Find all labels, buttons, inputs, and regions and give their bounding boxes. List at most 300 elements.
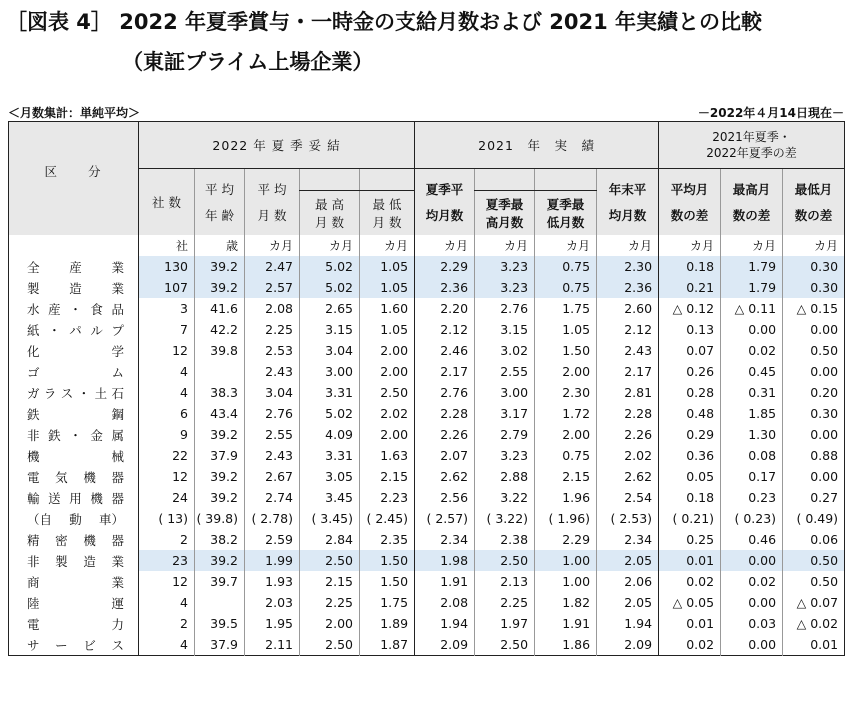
table-cell: 107 xyxy=(139,277,195,298)
table-cell: 0.36 xyxy=(659,445,721,466)
table-row xyxy=(9,403,845,424)
table-cell: 1.98 xyxy=(415,550,475,571)
table-cell: ( 3.22) xyxy=(475,508,535,529)
table-cell: 2.00 xyxy=(360,424,415,445)
table-cell: 37.9 xyxy=(195,445,245,466)
table-cell: 0.00 xyxy=(721,319,783,340)
table-cell: 2.29 xyxy=(415,256,475,277)
unit-cell: カ月 xyxy=(475,235,535,256)
row-label-char: 業 xyxy=(111,280,124,296)
header-text-bottom: 数の差 xyxy=(732,208,771,223)
row-label-char: 業 xyxy=(111,574,124,590)
table-cell: 2.15 xyxy=(535,466,597,487)
row-label xyxy=(9,298,139,319)
unit-cell: カ月 xyxy=(597,235,659,256)
row-label-char: 気 xyxy=(55,469,68,485)
row-label-char: 機 xyxy=(27,448,40,464)
header-group-diff xyxy=(659,122,845,169)
table-cell: 0.18 xyxy=(659,487,721,508)
table-cell: 1.93 xyxy=(245,571,300,592)
table-cell: 1.86 xyxy=(535,634,597,656)
table-cell: 0.27 xyxy=(783,487,845,508)
table-cell: 0.75 xyxy=(535,256,597,277)
table-cell: 0.08 xyxy=(721,445,783,466)
table-cell: 2.02 xyxy=(360,403,415,424)
table-cell: 2.23 xyxy=(360,487,415,508)
table-cell: 0.00 xyxy=(783,361,845,382)
table-cell: 39.2 xyxy=(195,466,245,487)
table-cell: 4 xyxy=(139,634,195,656)
table-cell: 2.59 xyxy=(245,529,300,550)
table-cell: 0.00 xyxy=(721,592,783,613)
table-cell: 2.00 xyxy=(535,424,597,445)
table-cell: ( 0.21) xyxy=(659,508,721,529)
row-label-char: サ xyxy=(27,637,40,653)
table-cell: 2.76 xyxy=(475,298,535,319)
table-cell: 0.31 xyxy=(721,382,783,403)
table-cell: 1.05 xyxy=(360,256,415,277)
row-label-char: 機 xyxy=(90,490,103,506)
table-cell: ( 13) xyxy=(139,508,195,529)
table-cell: 2.02 xyxy=(597,445,659,466)
unit-row-label xyxy=(9,235,139,256)
table-cell: 1.50 xyxy=(360,550,415,571)
table-cell xyxy=(195,361,245,382)
unit-cell: カ月 xyxy=(659,235,721,256)
table-cell: 0.00 xyxy=(783,466,845,487)
row-label xyxy=(9,319,139,340)
row-label xyxy=(9,613,139,634)
table-cell: 0.21 xyxy=(659,277,721,298)
table-cell: 0.00 xyxy=(783,319,845,340)
table-cell: 2.55 xyxy=(245,424,300,445)
table-cell: 2.50 xyxy=(475,634,535,656)
table-cell: 1.91 xyxy=(415,571,475,592)
row-label-char: 学 xyxy=(111,343,124,359)
row-label-char: 運 xyxy=(111,595,124,611)
table-cell: 5.02 xyxy=(300,256,360,277)
table-cell: 0.75 xyxy=(535,445,597,466)
table-cell: 2.25 xyxy=(475,592,535,613)
table-cell: 3.23 xyxy=(475,445,535,466)
table-cell: 2.09 xyxy=(597,634,659,656)
table-cell: 2.38 xyxy=(475,529,535,550)
row-label-char: ス xyxy=(60,385,74,401)
header-text-bottom: 均月数 xyxy=(425,208,464,223)
table-cell: 2 xyxy=(139,529,195,550)
table-cell: 0.48 xyxy=(659,403,721,424)
table-cell: 2.56 xyxy=(415,487,475,508)
header-text-top: 最 低 xyxy=(372,197,402,212)
header-group-2021: 2021 年 実 績 xyxy=(415,122,659,169)
row-label-char: ー xyxy=(55,637,68,653)
table-cell: 7 xyxy=(139,319,195,340)
row-label xyxy=(9,487,139,508)
table-cell: 3.31 xyxy=(300,382,360,403)
header-companies: 社 数 xyxy=(139,169,195,236)
header-text-bottom: 月 数 xyxy=(372,215,402,230)
row-label-char: ・ xyxy=(69,301,82,317)
table-row xyxy=(9,277,845,298)
table-cell: 0.06 xyxy=(783,529,845,550)
table-cell: 2.57 xyxy=(245,277,300,298)
row-label-char: 造 xyxy=(69,280,82,296)
header-diff-max xyxy=(721,169,783,236)
table-cell: 0.02 xyxy=(659,634,721,656)
header-diff-min xyxy=(783,169,845,236)
table-cell: 2.50 xyxy=(300,634,360,656)
table-cell: 2.00 xyxy=(360,361,415,382)
table-cell: 1.97 xyxy=(475,613,535,634)
header-s21-min-top xyxy=(535,169,597,191)
row-label-char: 金 xyxy=(90,427,103,443)
table-cell: 1.75 xyxy=(360,592,415,613)
header-text-top: 夏季平 xyxy=(425,182,464,197)
table-cell: ( 2.45) xyxy=(360,508,415,529)
table-cell: 0.02 xyxy=(721,340,783,361)
row-label-char: 商 xyxy=(27,574,40,590)
row-label-char: ム xyxy=(111,364,124,380)
header-text-bottom: 月 数 xyxy=(315,215,344,230)
header-diff-avg xyxy=(659,169,721,236)
table-row xyxy=(9,634,845,656)
row-label xyxy=(9,277,139,298)
row-label-char: 非 xyxy=(27,553,40,569)
table-cell: 3.04 xyxy=(245,382,300,403)
table-cell: ( 2.78) xyxy=(245,508,300,529)
table-row xyxy=(9,613,845,634)
row-label-char: ・ xyxy=(69,427,82,443)
table-cell: 2.62 xyxy=(415,466,475,487)
table-cell: 39.8 xyxy=(195,340,245,361)
unit-row xyxy=(9,235,845,256)
table-cell: 2.55 xyxy=(475,361,535,382)
table-cell: 24 xyxy=(139,487,195,508)
table-cell: 2.62 xyxy=(597,466,659,487)
unit-cell: カ月 xyxy=(783,235,845,256)
header-text-bottom: 年 齢 xyxy=(205,208,234,223)
table-cell: 2.79 xyxy=(475,424,535,445)
table-cell: △ 0.02 xyxy=(783,613,845,634)
table-cell: 2.53 xyxy=(245,340,300,361)
as-of-date-note: －2022年４月14日現在－ xyxy=(697,106,844,120)
table-cell: 1.82 xyxy=(535,592,597,613)
table-cell: 2.20 xyxy=(415,298,475,319)
row-label-char: 鉄 xyxy=(27,406,40,422)
header-s21-max-top xyxy=(475,169,535,191)
table-cell: 2.76 xyxy=(415,382,475,403)
table-cell: 0.20 xyxy=(783,382,845,403)
table-cell: 1.89 xyxy=(360,613,415,634)
table-cell: ( 0.23) xyxy=(721,508,783,529)
table-cell: 2.35 xyxy=(360,529,415,550)
table-cell: 3.00 xyxy=(300,361,360,382)
table-cell: 0.45 xyxy=(721,361,783,382)
table-cell: 2.36 xyxy=(415,277,475,298)
table-cell: 2.30 xyxy=(535,382,597,403)
table-cell: ( 3.45) xyxy=(300,508,360,529)
table-cell: 0.00 xyxy=(721,550,783,571)
table-cell: 1.63 xyxy=(360,445,415,466)
header-text-bottom: 均月数 xyxy=(608,208,647,223)
row-label xyxy=(9,361,139,382)
table-cell: 22 xyxy=(139,445,195,466)
header-min-months-top xyxy=(360,169,415,191)
table-cell: ( 39.8) xyxy=(195,508,245,529)
table-cell: 2.25 xyxy=(300,592,360,613)
table-cell: 1.50 xyxy=(535,340,597,361)
row-label-char: ガ xyxy=(27,385,40,401)
table-cell: ( 0.49) xyxy=(783,508,845,529)
table-cell: 2.26 xyxy=(597,424,659,445)
table-cell: 0.07 xyxy=(659,340,721,361)
row-label xyxy=(9,634,139,656)
unit-cell: 歳 xyxy=(195,235,245,256)
table-cell: 2.43 xyxy=(245,361,300,382)
table-cell: 0.02 xyxy=(659,571,721,592)
row-label-char: 化 xyxy=(27,343,40,359)
table-cell: 1.79 xyxy=(721,277,783,298)
row-label-char: 器 xyxy=(111,490,124,506)
table-row xyxy=(9,445,845,466)
table-cell: △ 0.12 xyxy=(659,298,721,319)
table-cell: 5.02 xyxy=(300,403,360,424)
row-label xyxy=(9,382,139,403)
table-cell: 2.43 xyxy=(597,340,659,361)
table-cell: 0.50 xyxy=(783,550,845,571)
table-cell: △ 0.15 xyxy=(783,298,845,319)
table-cell: 0.75 xyxy=(535,277,597,298)
header-text-top: 最 高 xyxy=(315,197,344,212)
row-label-char: 土 xyxy=(94,385,108,401)
table-cell: 2.25 xyxy=(245,319,300,340)
table-row xyxy=(9,550,845,571)
header-text-bottom: 数の差 xyxy=(670,208,709,223)
header-text-top: 平均月 xyxy=(670,182,709,197)
table-cell: 0.46 xyxy=(721,529,783,550)
row-label xyxy=(9,550,139,571)
row-label xyxy=(9,529,139,550)
row-label-char: 紙 xyxy=(27,322,40,338)
table-cell: 3 xyxy=(139,298,195,319)
table-cell: 12 xyxy=(139,340,195,361)
table-row xyxy=(9,298,845,319)
table-row xyxy=(9,592,845,613)
header-text-top: 年末平 xyxy=(608,182,647,197)
table-cell: 0.01 xyxy=(659,613,721,634)
unit-cell: 社 xyxy=(139,235,195,256)
row-label-char: 機 xyxy=(83,532,96,548)
table-cell: 2.46 xyxy=(415,340,475,361)
row-label-char: 石 xyxy=(111,385,124,401)
table-cell: 2.11 xyxy=(245,634,300,656)
header-s21-avg xyxy=(415,169,475,236)
table-cell: 39.2 xyxy=(195,487,245,508)
table-cell: 38.2 xyxy=(195,529,245,550)
table-cell: 2.00 xyxy=(300,613,360,634)
bonus-comparison-table xyxy=(8,121,845,656)
table-cell: 5.02 xyxy=(300,277,360,298)
unit-cell: カ月 xyxy=(721,235,783,256)
table-cell: 2.07 xyxy=(415,445,475,466)
table-cell: 2.60 xyxy=(597,298,659,319)
row-label-char: 品 xyxy=(111,301,124,317)
table-cell: 3.17 xyxy=(475,403,535,424)
table-cell: 2.26 xyxy=(415,424,475,445)
header-text-top: 夏季最 xyxy=(546,197,585,212)
table-cell: 0.13 xyxy=(659,319,721,340)
table-cell: 4 xyxy=(139,592,195,613)
table-cell: 1.05 xyxy=(360,277,415,298)
table-cell: 130 xyxy=(139,256,195,277)
row-label-char: 動 xyxy=(69,511,82,527)
header-text-top: 2021年夏季・ xyxy=(712,130,791,144)
table-cell: 1.72 xyxy=(535,403,597,424)
header-max-months-top xyxy=(300,169,360,191)
row-label-char: 造 xyxy=(83,553,96,569)
table-cell: 2 xyxy=(139,613,195,634)
row-label-char: 電 xyxy=(27,616,40,632)
table-cell: 1.50 xyxy=(360,571,415,592)
table-cell: 41.6 xyxy=(195,298,245,319)
table-cell: 39.2 xyxy=(195,277,245,298)
table-cell: 0.18 xyxy=(659,256,721,277)
table-row xyxy=(9,487,845,508)
table-cell: 2.88 xyxy=(475,466,535,487)
row-label-char: ラ xyxy=(43,385,57,401)
row-label-char: ・ xyxy=(48,322,61,338)
table-cell: 2.13 xyxy=(475,571,535,592)
table-cell: △ 0.07 xyxy=(783,592,845,613)
table-cell: 0.01 xyxy=(659,550,721,571)
table-row xyxy=(9,466,845,487)
table-cell: 2.05 xyxy=(597,592,659,613)
row-label-char: 械 xyxy=(111,448,124,464)
row-label-char: 食 xyxy=(90,301,103,317)
table-cell: 0.50 xyxy=(783,571,845,592)
row-label xyxy=(9,445,139,466)
report-title-line2: （東証プライム上場企業） xyxy=(122,50,374,74)
table-cell: 3.23 xyxy=(475,256,535,277)
table-cell: 2.81 xyxy=(597,382,659,403)
table-cell: 2.08 xyxy=(245,298,300,319)
table-cell: 39.2 xyxy=(195,256,245,277)
table-cell: 0.02 xyxy=(721,571,783,592)
header-s21-min xyxy=(535,191,597,236)
header-avg-months xyxy=(245,169,300,236)
row-label-char: 産 xyxy=(48,301,61,317)
row-label-char: 製 xyxy=(55,553,68,569)
table-cell: 0.50 xyxy=(783,340,845,361)
table-cell: 2.12 xyxy=(597,319,659,340)
header-kubun: 区 分 xyxy=(9,122,139,236)
row-label-char: 送 xyxy=(48,490,61,506)
row-label-char: 電 xyxy=(27,469,40,485)
table-cell: 42.2 xyxy=(195,319,245,340)
table-cell: 4 xyxy=(139,361,195,382)
table-row xyxy=(9,508,845,529)
table-cell: 1.30 xyxy=(721,424,783,445)
table-cell: 1.79 xyxy=(721,256,783,277)
table-cell: 3.15 xyxy=(300,319,360,340)
table-cell: 2.15 xyxy=(300,571,360,592)
header-text-bottom: 数の差 xyxy=(794,208,833,223)
row-label-char: 陸 xyxy=(27,595,40,611)
row-label xyxy=(9,571,139,592)
table-cell: △ 0.11 xyxy=(721,298,783,319)
table-cell: 4.09 xyxy=(300,424,360,445)
header-group-2022: 2022 年 夏 季 妥 結 xyxy=(139,122,415,169)
table-row xyxy=(9,319,845,340)
table-cell: 2.00 xyxy=(360,340,415,361)
report-title-line1: ［図表 4］ 2022 年夏季賞与・一時金の支給月数および 2021 年実績との比較 xyxy=(6,10,763,34)
table-cell: 2.76 xyxy=(245,403,300,424)
header-max-months xyxy=(300,191,360,236)
table-cell: 0.00 xyxy=(783,424,845,445)
table-cell: 9 xyxy=(139,424,195,445)
table-cell: 1.95 xyxy=(245,613,300,634)
header-avg-age xyxy=(195,169,245,236)
table-cell: 2.28 xyxy=(415,403,475,424)
table-cell: 2.47 xyxy=(245,256,300,277)
row-label xyxy=(9,340,139,361)
table-cell: 3.15 xyxy=(475,319,535,340)
table-cell: 3.02 xyxy=(475,340,535,361)
header-text-top: 平 均 xyxy=(257,182,287,197)
unit-cell: カ月 xyxy=(245,235,300,256)
table-cell: 0.30 xyxy=(783,277,845,298)
row-label-char: 輸 xyxy=(27,490,40,506)
table-row xyxy=(9,424,845,445)
table-cell: 2.15 xyxy=(360,466,415,487)
table-cell: 2.17 xyxy=(597,361,659,382)
unit-cell: カ月 xyxy=(535,235,597,256)
table-cell: 2.54 xyxy=(597,487,659,508)
table-cell: 0.26 xyxy=(659,361,721,382)
table-cell: 0.01 xyxy=(783,634,845,656)
row-label-char: ・ xyxy=(77,385,91,401)
header-text-bottom: 月 数 xyxy=(257,208,287,223)
row-label-char: 産 xyxy=(69,259,82,275)
table-cell: △ 0.05 xyxy=(659,592,721,613)
table-row xyxy=(9,361,845,382)
table-cell: 12 xyxy=(139,571,195,592)
row-label-char: （自 xyxy=(27,511,53,527)
row-label-char: ル xyxy=(90,322,103,338)
table-cell: 1.91 xyxy=(535,613,597,634)
row-label-char: パ xyxy=(69,322,82,338)
table-cell: 2.05 xyxy=(597,550,659,571)
table-cell: ( 2.53) xyxy=(597,508,659,529)
table-cell: 2.29 xyxy=(535,529,597,550)
row-label xyxy=(9,508,139,529)
row-label-char: 業 xyxy=(111,553,124,569)
table-cell: 12 xyxy=(139,466,195,487)
table-cell: 39.2 xyxy=(195,424,245,445)
row-label-char: 車） xyxy=(98,511,124,527)
row-label-char: 業 xyxy=(111,259,124,275)
table-cell: 2.50 xyxy=(300,550,360,571)
table-cell: 0.25 xyxy=(659,529,721,550)
row-label-char: 非 xyxy=(27,427,40,443)
table-cell: ( 1.96) xyxy=(535,508,597,529)
table-cell: 4 xyxy=(139,382,195,403)
table-cell: 3.04 xyxy=(300,340,360,361)
unit-cell: カ月 xyxy=(300,235,360,256)
table-cell: 6 xyxy=(139,403,195,424)
table-cell: 39.7 xyxy=(195,571,245,592)
table-cell: 1.05 xyxy=(360,319,415,340)
